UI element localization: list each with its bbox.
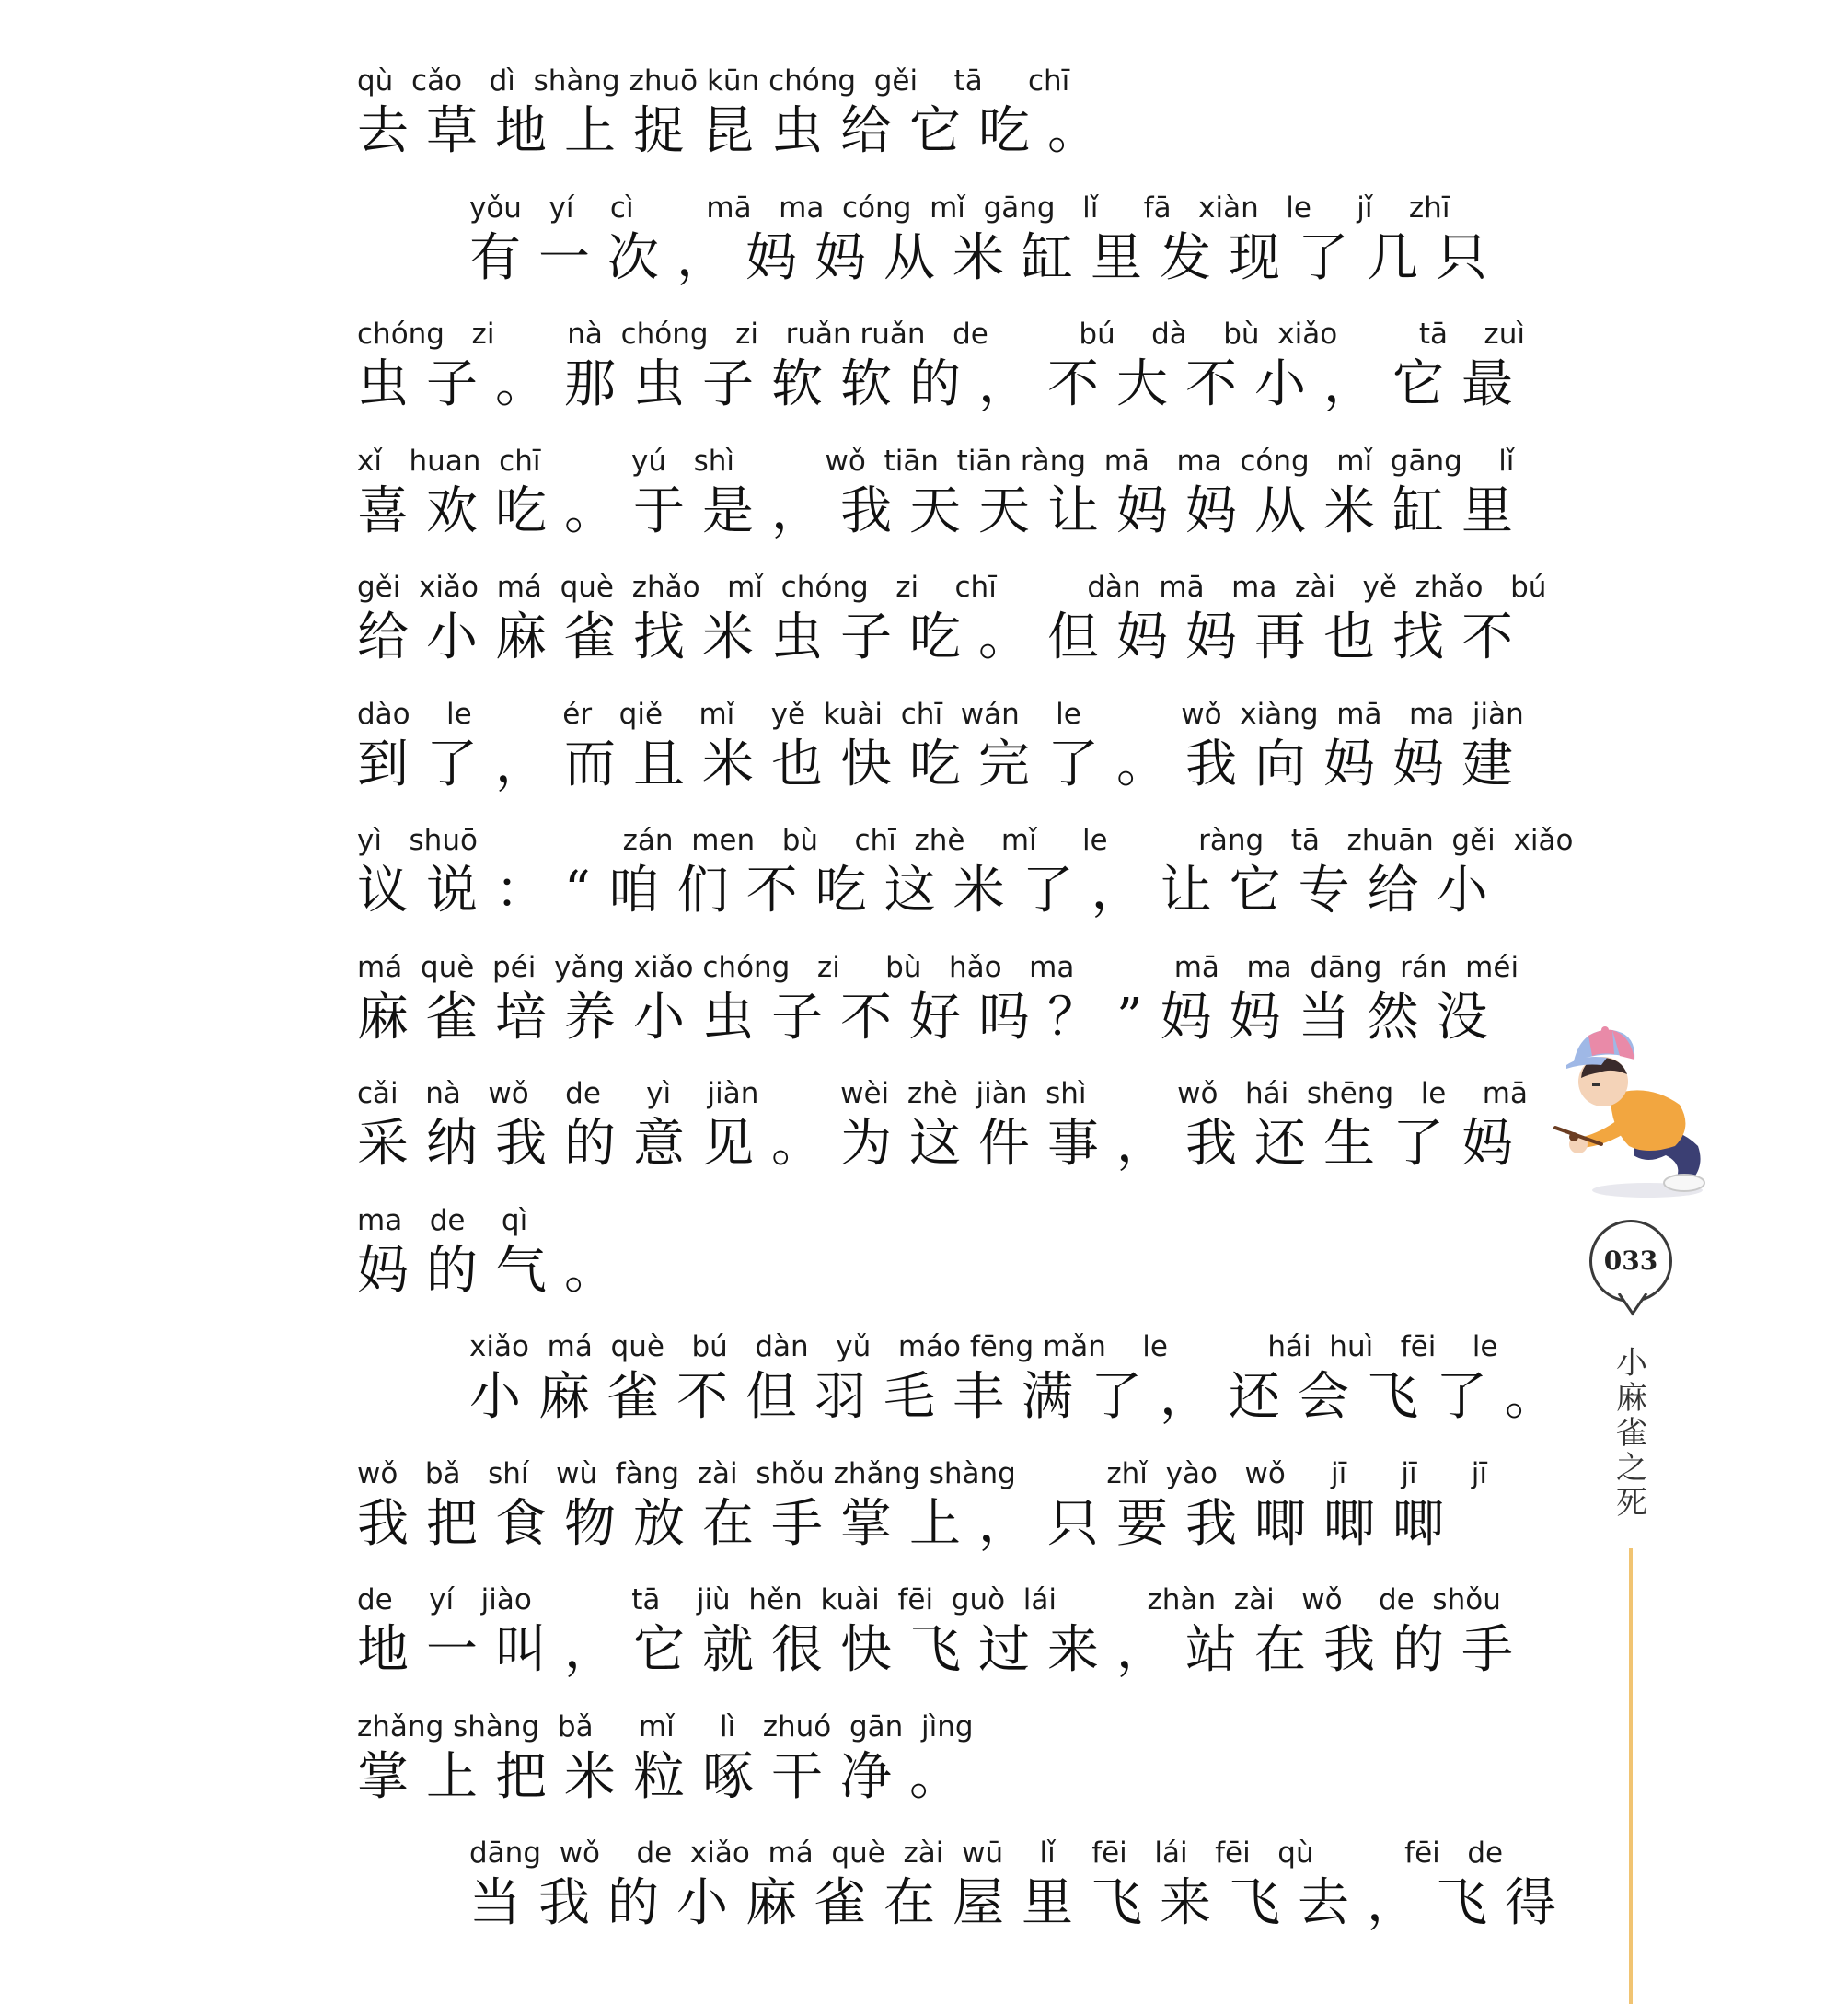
hanzi-line: 小麻雀不但羽毛丰满了，还会飞了。 (469, 1367, 1574, 1427)
pinyin-line: gěi xiǎo má què zhǎo mǐ chóng zi chī dàn mā ma zài yě zhǎo bú (357, 571, 1547, 604)
hanzi-line: 虫子。那虫子软软的，不大不小，它最 (357, 354, 1530, 414)
hanzi-line: 喜欢吃。于是，我天天让妈妈从米缸里 (357, 481, 1530, 541)
pinyin-line: ma de qì (357, 1203, 528, 1237)
pinyin-line: chóng zi nà chóng zi ruǎn ruǎn de bú dà bù xiǎo tā zuì (357, 318, 1525, 351)
hanzi-line: 议说：“咱们不吃这米了，让它专给小 (357, 861, 1506, 921)
hanzi-line: 地一叫，它就很快飞过来，站在我的手 (357, 1620, 1530, 1680)
pinyin-line: zhǎng shàng bǎ mǐ lì zhuó gān jìng (357, 1709, 974, 1743)
hanzi-line: 采纳我的意见。为这件事，我还生了妈 (357, 1114, 1530, 1174)
pinyin-line: yǒu yí cì mā ma cóng mǐ gāng lǐ fā xiàn le jǐ zhī (469, 191, 1450, 225)
text-line (357, 190, 1507, 317)
chapter-title: 小麻雀之死 (1616, 1345, 1647, 1522)
text-line (357, 1328, 1574, 1455)
text-line (357, 1835, 1574, 1962)
hanzi-line: 有一次，妈妈从米缸里发现了几只 (469, 227, 1505, 288)
page-number-badge (1589, 1220, 1672, 1303)
text-line (357, 316, 1530, 443)
hanzi-line: 我把食物放在手掌上，只要我唧唧唧 (357, 1493, 1461, 1554)
hanzi-line: 去草地上捉昆虫给它吃。 (357, 101, 1116, 161)
pinyin-line: dāng wǒ de xiǎo má què zài wū lǐ fēi lái fēi qù fēi de (469, 1836, 1504, 1870)
text-line (357, 1709, 1507, 1836)
pinyin-line: qù cǎo dì shàng zhuō kūn chóng gěi tā chī (357, 64, 1070, 98)
text-line (357, 1581, 1530, 1709)
text-line (357, 569, 1547, 696)
hanzi-line: 给小麻雀找米虫子吃。但妈妈再也找不 (357, 608, 1530, 667)
pinyin-line: xiǎo má què bú dàn yǔ máo fēng mǎn le hái huì fēi le (469, 1330, 1498, 1363)
pinyin-line: xǐ huan chī yú shì wǒ tiān tiān ràng mā ma cóng mǐ gāng lǐ (357, 444, 1515, 478)
hanzi-line: 妈的气。 (357, 1240, 633, 1301)
text-line (357, 443, 1530, 570)
pinyin-line: yì shuō zán men bù chī zhè mǐ le ràng tā zhuān gěi xiǎo (357, 824, 1574, 857)
text-line (357, 696, 1530, 823)
hanzi-line: 当我的小麻雀在屋里飞来飞去，飞得 (469, 1873, 1574, 1933)
text-line (357, 1202, 1507, 1329)
child-with-slingshot-illustration (1546, 1017, 1721, 1201)
hanzi-line: 麻雀培养小虫子不好吗？”妈妈当然没 (357, 987, 1506, 1048)
text-line (357, 63, 1507, 190)
pinyin-line: má què péi yǎng xiǎo chóng zi bù hǎo ma mā ma dāng rán méi (357, 950, 1519, 984)
text-line (357, 949, 1519, 1076)
text-line (357, 822, 1574, 949)
pinyin-line: dào le ér qiě mǐ yě kuài chī wán le wǒ xiàng mā ma jiàn (357, 697, 1524, 731)
hanzi-line: 到了，而且米也快吃完了。我向妈妈建 (357, 734, 1530, 794)
side-divider-line (1629, 1548, 1633, 2004)
story-text (357, 63, 1574, 1962)
text-line (357, 1075, 1530, 1202)
text-line (357, 1455, 1507, 1582)
hanzi-line: 掌上把米粒啄干净。 (357, 1746, 978, 1807)
pinyin-line: de yí jiào tā jiù hěn kuài fēi guò lái zhàn zài wǒ de shǒu (357, 1583, 1501, 1616)
pinyin-line: cǎi nà wǒ de yì jiàn wèi zhè jiàn shì wǒ hái shēng le mā (357, 1077, 1528, 1110)
pinyin-line: wǒ bǎ shí wù fàng zài shǒu zhǎng shàng zhǐ yào wǒ jī jī jī (357, 1456, 1487, 1490)
page-number: 033 (1603, 1245, 1658, 1276)
